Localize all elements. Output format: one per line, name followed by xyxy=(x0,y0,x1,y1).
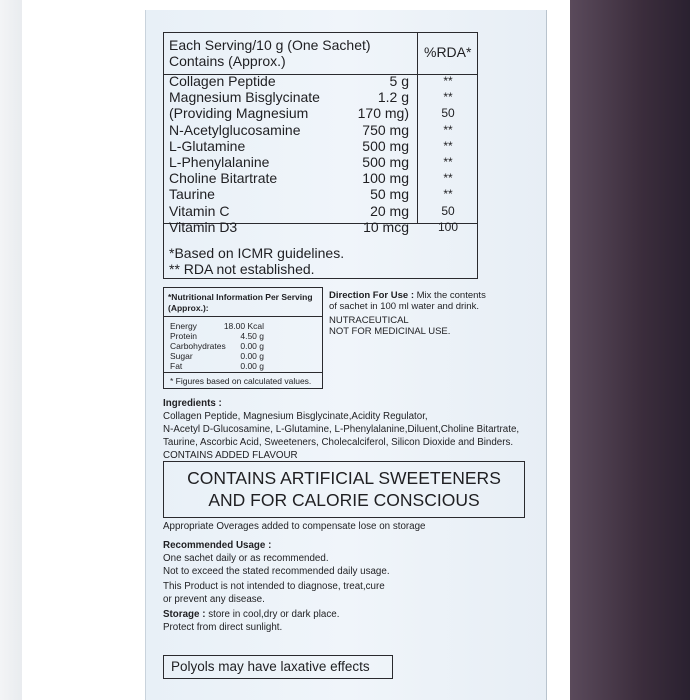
background-right xyxy=(570,0,690,700)
footnote: *Based on ICMR guidelines. xyxy=(169,245,345,261)
warning-text: CONTAINS ARTIFICIAL SWEETENERS xyxy=(187,468,501,488)
background-left xyxy=(0,0,22,700)
nutrition-footnote: * Figures based on calculated values. xyxy=(170,376,312,386)
nutrition-title: *Nutritional Information Per Serving xyxy=(168,292,313,302)
disclaimer-text: or prevent any disease. xyxy=(163,594,265,605)
composition-ingredient-name: Magnesium Bisglycinate xyxy=(169,89,320,106)
ingredients-text: Taurine, Ascorbic Acid, Sweeteners, Cholecalciferol, Silicon Dioxide and Binders. xyxy=(163,437,514,448)
rda-header: %RDA* xyxy=(424,44,472,60)
nutrition-row-value: 4.50 g xyxy=(240,331,264,341)
composition-ingredient-rda: 100 xyxy=(437,219,459,234)
composition-ingredient-amount: 20 mg xyxy=(370,202,409,219)
composition-ingredient-name: L-Phenylalanine xyxy=(169,154,270,170)
composition-ingredient-amount: 100 mg xyxy=(362,170,409,187)
composition-ingredient-amount: 500 mg xyxy=(362,154,409,170)
ingredients-text: Collagen Peptide, Magnesium Bisglycinate,Acidity Regulator, xyxy=(163,411,428,422)
nutrition-row-value: 18.00 Kcal xyxy=(223,321,264,331)
overages-note: Appropriate Overages added to compensate lose on storage xyxy=(163,521,426,532)
storage-label: Storage : xyxy=(163,609,206,620)
polyols-warning-box xyxy=(163,655,393,679)
nutraceutical-label: NUTRACEUTICAL xyxy=(329,315,409,326)
directions-label: Direction For Use : xyxy=(329,290,414,301)
composition-ingredient-rda: ** xyxy=(443,155,453,169)
directions-text: of sachet in 100 ml water and drink. xyxy=(329,301,479,312)
composition-ingredient-rda: ** xyxy=(443,171,453,186)
polyols-text: Polyols may have laxative effects xyxy=(171,659,370,674)
composition-ingredient-rda: 50 xyxy=(441,203,455,218)
storage-text: Protect from direct sunlight. xyxy=(163,622,283,633)
warning-text: AND FOR CALORIE CONSCIOUS xyxy=(208,490,480,510)
nutrition-row-value: 0.00 g xyxy=(240,351,264,361)
not-medicinal-label: NOT FOR MEDICINAL USE. xyxy=(329,326,451,337)
composition-ingredient-name: L-Glutamine xyxy=(169,137,246,154)
storage-line xyxy=(163,609,339,622)
composition-header: Contains (Approx.) xyxy=(169,53,286,69)
nutrition-info-box xyxy=(163,287,323,389)
sweetener-warning-box xyxy=(163,461,525,518)
usage-text: One sachet daily or as recommended. xyxy=(163,553,329,564)
nutrition-row-name: Carbohydrates xyxy=(170,341,226,351)
composition-ingredient-name: Taurine xyxy=(169,186,215,203)
composition-ingredient-amount: 170 mg) xyxy=(357,105,409,122)
composition-ingredient-rda: ** xyxy=(443,122,453,137)
table-divider xyxy=(164,372,322,373)
composition-ingredient-amount: 1.2 g xyxy=(377,89,409,106)
composition-ingredient-amount: 10 mcg xyxy=(363,218,409,235)
usage-label: Recommended Usage : xyxy=(163,540,272,551)
disclaimer-text: This Product is not intended to diagnose, treat,cure xyxy=(163,581,385,592)
storage-text: store in cool,dry or dark place. xyxy=(208,609,340,620)
nutrition-row-name: Protein xyxy=(170,331,197,341)
composition-ingredient-rda: ** xyxy=(443,187,453,202)
composition-header: Each Serving/10 g (One Sachet) xyxy=(169,37,371,53)
nutrition-title: (Approx.): xyxy=(168,303,209,313)
nutrition-row-value: 0.00 g xyxy=(240,341,264,351)
footnote: ** RDA not established. xyxy=(169,261,315,277)
composition-table xyxy=(163,32,478,279)
ingredients-label: Ingredients : xyxy=(163,398,222,409)
composition-ingredient-amount: 50 mg xyxy=(370,186,409,203)
usage-text: Not to exceed the stated recommended daily usage. xyxy=(163,566,390,577)
table-divider xyxy=(164,316,322,317)
composition-ingredient-rda: ** xyxy=(443,90,453,105)
nutrition-row-name: Fat xyxy=(170,361,183,371)
composition-ingredient-name: N-Acetylglucosamine xyxy=(169,121,301,138)
nutrition-row-name: Energy xyxy=(170,321,197,331)
composition-ingredient-amount: 750 mg xyxy=(362,121,409,138)
ingredients-text: N-Acetyl D-Glucosamine, L-Glutamine, L-Phenylalanine,Diluent,Choline Bitartrate, xyxy=(163,424,520,435)
composition-ingredient-name: Vitamin D3 xyxy=(169,218,238,235)
composition-ingredient-amount: 500 mg xyxy=(362,137,409,154)
directions-text: Mix the contents xyxy=(416,290,486,301)
composition-ingredient-name: Vitamin C xyxy=(169,202,230,219)
composition-ingredient-name: (Providing Magnesium xyxy=(169,105,309,122)
table-divider xyxy=(417,33,418,223)
composition-ingredient-rda: ** xyxy=(443,138,453,153)
nutrition-row-value: 0.00 g xyxy=(240,361,264,371)
directions-line xyxy=(329,290,486,301)
nutrition-row-name: Sugar xyxy=(170,351,193,361)
composition-ingredient-name: Collagen Peptide xyxy=(169,73,276,89)
added-flavour-label: CONTAINS ADDED FLAVOUR xyxy=(163,450,298,461)
composition-ingredient-name: Choline Bitartrate xyxy=(169,170,278,187)
composition-ingredient-amount: 5 g xyxy=(389,73,409,89)
composition-ingredient-rda: ** xyxy=(443,74,453,88)
composition-ingredient-rda: 50 xyxy=(441,106,455,121)
